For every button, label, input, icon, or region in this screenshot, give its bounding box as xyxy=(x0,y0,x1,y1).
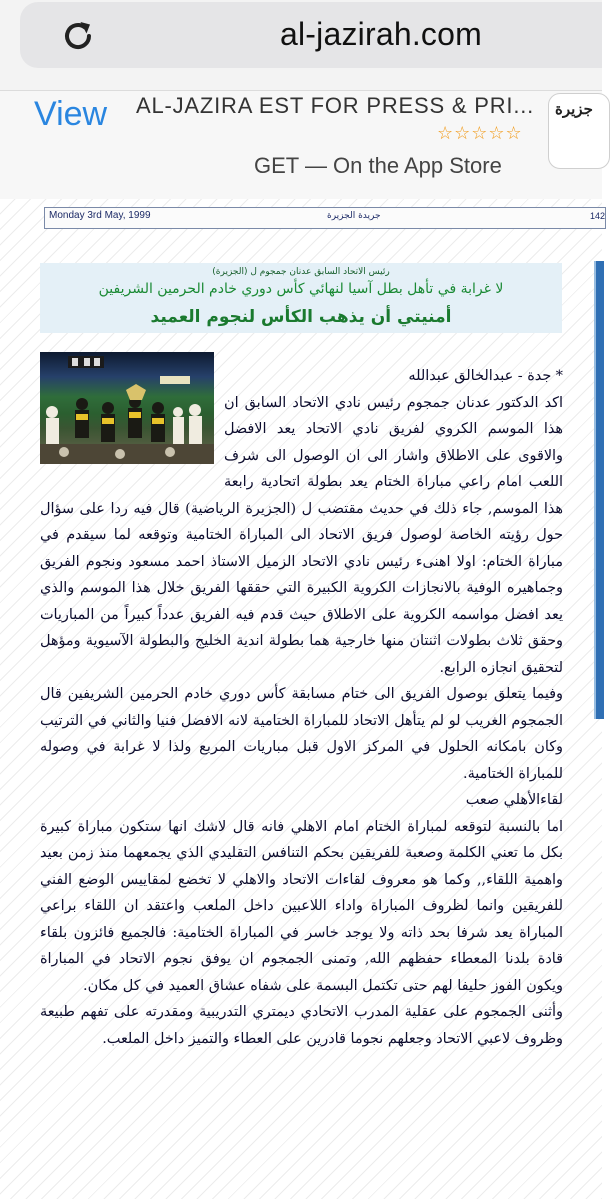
reload-icon[interactable] xyxy=(58,16,98,56)
article-page xyxy=(0,199,605,1199)
app-icon-text: جزيرة xyxy=(555,100,593,118)
article-paragraph: وأثنى الجمجوم على عقلية المدرب الاتحادي ديمتري التدريبية ومقدرته على تفهم طبيعة وظروف لاعبي الاتحاد وجعلهم نجوما قادرين على العطاء والتميز داخل الملعب. xyxy=(40,1004,563,1047)
headline-box xyxy=(40,263,562,333)
browser-toolbar xyxy=(0,0,602,90)
article-body xyxy=(40,363,563,1052)
subheading: لقاءالأهلي صعب xyxy=(465,792,563,808)
page-number: 142 xyxy=(589,211,605,221)
get-app-store-link[interactable]: GET — On the App Store xyxy=(254,153,502,178)
app-icon[interactable] xyxy=(548,93,610,169)
app-store-banner xyxy=(0,90,602,200)
issue-date: Monday 3rd May, 1999 xyxy=(49,210,151,221)
vertical-rule xyxy=(594,261,604,719)
url-text[interactable]: al-jazirah.com xyxy=(280,16,482,52)
photo-spacer xyxy=(40,363,224,473)
headline-kicker: رئيس الاتحاد السابق عدنان جمجوم ل (الجزيرة) xyxy=(212,267,390,277)
byline: * جدة - عبدالخالق عبدالله xyxy=(408,368,563,384)
rating-stars: ☆☆☆☆☆ xyxy=(437,123,523,144)
app-name: AL-JAZIRA EST FOR PRESS & PRI... xyxy=(136,93,535,118)
headline-main: لا غرابة في تأهل بطل آسيا لنهائي كأس دوري خادم الحرمين الشريفين xyxy=(98,281,504,297)
article-paragraph: وفيما يتعلق بوصول الفريق الى ختام مسابقة كأس دوري خادم الحرمين الشريفين قال الجمجوم الغريب لو لم يتأهل الاتحاد للمباراة الختامية لانه الافضل فنيا والثاني في الترتيب وكان بامكانه الحلول في المركز الاول قبل مباريات المربع ولذا لا غرابة في وصوله للمباراة الختامية. xyxy=(40,686,563,782)
view-button[interactable]: View xyxy=(34,95,108,133)
article-paragraph: اما بالنسبة لتوقعه لمباراة الختام امام الاهلي فانه قال لاشك انها ستكون مباراة كبيرة بكل ما تعني الكلمة وصعبة للفريقين بحكم التنافس التقليدي الذي يجمعهما منذ زمن بعيد واهمية اللقاء,, وكما هو معروف لقاءات الاتحاد والاهلي لا تخضع لمقاييس الوضع الفني للفريقين وانما لظروف المباراة واداء اللاعبين داخل الملعب واعتقد ان اللقاء براعي المباراة يعد شرفا بحد ذاته ولا يوجد خاسر في المباراة الختامية: فالجميع فائزون بلقاء قادة بلدنا المعطاء حفظهم الله, وتمنى الجمجوم ان يوفق نجوم الاتحاد في المباراة ويكون الفوز حليفا لهم حتى تكتمل البسمة على شفاه عشاق العميد في كل مكان. xyxy=(40,818,563,994)
address-bar[interactable] xyxy=(20,2,602,68)
headline-sub: أمنيتي أن يذهب الكأس لنجوم العميد xyxy=(150,307,452,327)
article-paragraph: اكد الدكتور عدنان جمجوم رئيس نادي الاتحاد السابق ان هذا الموسم الكروي لفريق نادي الاتحاد يعد الافضل والاقوى على الاطلاق واشار الى ان الوصول الى شرف اللعب امام راعي مباراة الختام يعد بطولة اتحادية رابعة هذا الموسم, جاء ذلك في حديث مقتضب ل (الجزيرة الرياضية) قال فيه ردا على سؤال حول رؤيته الخاصة لوصول فريق الاتحاد الى المباراة الختامية وتوقعه لما سيقدم في مباراة الختام: اولا اهنىء رئيس نادي الاتحاد الزميل الاستاذ احمد مسعود ونجوم الفريق وجماهيره الوفية بالانجازات الكروية الكبيرة التي حققها الفريق خلال هذا الموسم والذي يعد افضل مواسمه الكروية على الاطلاق حيث قدم فيه الفريق عدداً كبيراً من المباريات وحقق ثلاث بطولات اثنتان منها خارجية هما بطولة اندية الخليج والبطولة الآسيوية ومؤهل لتحقيق انجازه الرابع. xyxy=(40,394,563,676)
page-header xyxy=(44,207,606,229)
newspaper-name: جريدة الجزيرة xyxy=(327,211,381,221)
